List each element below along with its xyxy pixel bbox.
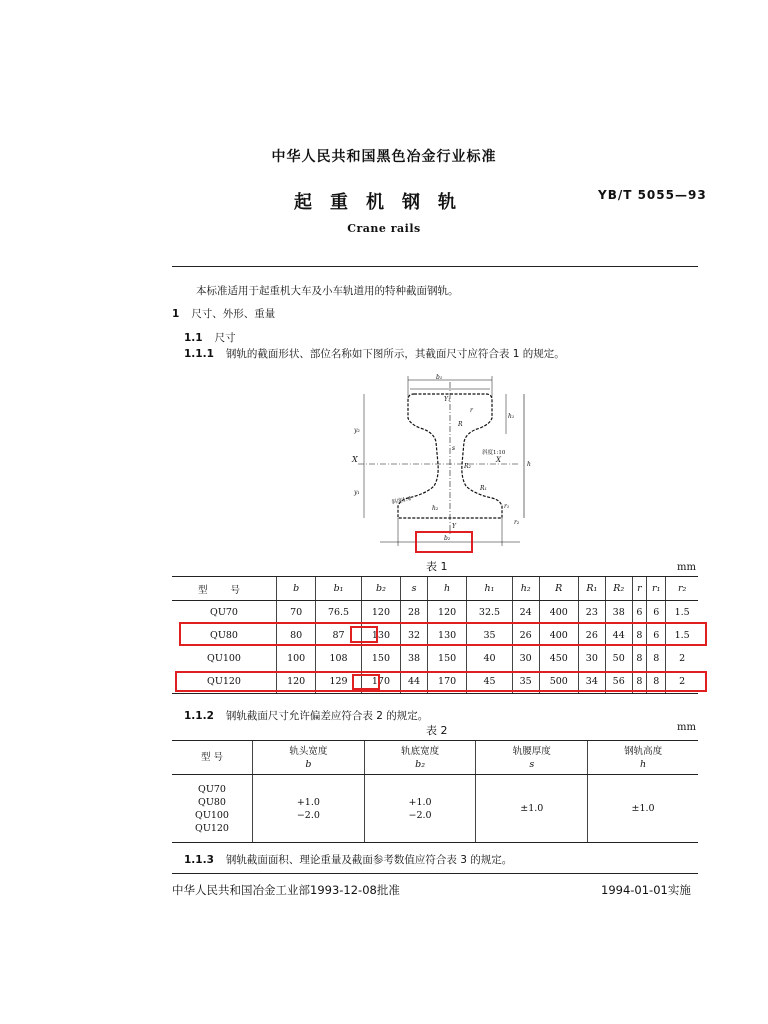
table1-cell: 40: [467, 647, 512, 670]
label-y-bottom: Y: [452, 523, 456, 530]
section-1-1-2: [184, 708, 428, 723]
table1-cell: 120: [277, 670, 316, 693]
header-divider: [172, 266, 698, 267]
table2-header-cell: [476, 741, 588, 775]
section-1-1-1: [184, 346, 565, 361]
table2-model: QU70: [198, 783, 226, 795]
label-h1: h₁: [508, 413, 515, 420]
table1-cell: 26: [578, 624, 605, 647]
table1-row: [172, 601, 698, 624]
label-y1-left: y₁: [354, 489, 360, 496]
table1-cell: 70: [277, 601, 316, 624]
table2-header-name: 钢轨高度: [624, 745, 663, 757]
label-b2: b₂: [444, 535, 451, 542]
table2: [172, 740, 698, 843]
table1-cell: 100: [277, 647, 316, 670]
table1-cell: 129: [316, 670, 361, 693]
table2-header-symbol: b: [305, 758, 312, 770]
issuing-organization: 中华人民共和国黑色冶金行业标准: [271, 149, 497, 165]
label-r1: r₁: [504, 503, 510, 510]
section-number: 1: [172, 308, 180, 320]
table2-cell-b: [253, 775, 365, 843]
table1-cell: 170: [427, 670, 466, 693]
table1-cell: 26: [512, 624, 539, 647]
tolerance-lower: −2.0: [408, 809, 432, 821]
table1-cell: 6: [632, 601, 646, 624]
label-r2: r₂: [514, 519, 520, 526]
table1-header-cell: h₂: [512, 577, 539, 601]
table1-header-cell: R₂: [605, 577, 632, 601]
table2-cell-h: ±1.0: [588, 775, 698, 843]
table1-header-cell: R₁: [578, 577, 605, 601]
table2-header-symbol: h: [640, 758, 647, 770]
implementation-date: 1994-01-01实施: [601, 883, 691, 897]
table1-caption: 表 1: [426, 560, 448, 573]
table1-cell: 8: [632, 670, 646, 693]
table1-cell: QU120: [172, 670, 277, 693]
table2-caption: 表 2: [426, 724, 448, 737]
table1-cell: 44: [401, 670, 428, 693]
table1-cell: 38: [401, 647, 428, 670]
table1-cell: 50: [605, 647, 632, 670]
table1-cell: 76.5: [316, 601, 361, 624]
table1-cell: 6: [647, 624, 666, 647]
table1-cell: 34: [578, 670, 605, 693]
table1-cell: 45: [467, 670, 512, 693]
table1-row: [172, 647, 698, 670]
table1-header-cell: R: [539, 577, 578, 601]
label-x-left: X: [352, 455, 358, 464]
table1-cell: 38: [605, 601, 632, 624]
table1-cell: 44: [605, 624, 632, 647]
intro-paragraph: 本标准适用于起重机大车及小车轨道用的特种截面钢轨。: [196, 285, 459, 297]
label-R: R: [458, 421, 463, 428]
section-number: 1.1.2: [184, 710, 214, 722]
rail-cross-section-diagram: [340, 368, 540, 554]
table2-row: [172, 775, 698, 843]
label-r: r: [470, 407, 473, 414]
table1-cell: 150: [427, 647, 466, 670]
table1-cell: QU100: [207, 652, 241, 664]
document-title: 起重机钢轨: [294, 192, 474, 213]
table1-cell: 130: [361, 624, 400, 647]
table1-cell: 32.5: [467, 601, 512, 624]
table1-cell: 1.5: [666, 601, 698, 624]
qu80-row-highlight: [179, 622, 707, 646]
table1-header-cell: b: [277, 577, 316, 601]
table1-cell: 120: [361, 601, 400, 624]
section-number: 1.1.3: [184, 854, 214, 866]
table1-cell: 150: [361, 647, 400, 670]
table1-cell: 108: [316, 647, 361, 670]
section-text: 钢轨的截面形状、部位名称如下图所示，其截面尺寸应符合表 1 的规定。: [225, 348, 565, 360]
table2-header-cell: [364, 741, 476, 775]
table1-cell: 87: [316, 624, 361, 647]
tolerance-upper: +1.0: [408, 796, 432, 808]
table1-cell: 1.5: [666, 624, 698, 647]
table1-header-cell: s: [401, 577, 428, 601]
table1-cell: 23: [578, 601, 605, 624]
table2-header-name: 轨腰厚度: [512, 745, 551, 757]
table2-model: QU100: [195, 809, 229, 821]
section-text: 尺寸: [214, 332, 236, 344]
table1-cell: 8: [647, 670, 666, 693]
table1-unit: mm: [677, 562, 696, 573]
label-y1-top: Y₁: [444, 396, 451, 403]
section-text: 钢轨截面尺寸允许偏差应符合表 2 的规定。: [225, 710, 429, 722]
table1-cell: 30: [512, 647, 539, 670]
label-h: h: [527, 461, 531, 468]
table1-cell: 450: [539, 647, 578, 670]
table1-cell: 35: [512, 670, 539, 693]
label-x-right: X: [496, 456, 501, 464]
table1-cell: QU80: [210, 629, 238, 641]
table2-header-name: 轨底宽度: [401, 745, 440, 757]
table2-header-name: 型 号: [200, 752, 224, 763]
label-R1: R₁: [480, 485, 487, 492]
table1-cell: 35: [467, 624, 512, 647]
table1-cell: 500: [539, 670, 578, 693]
document-subtitle: Crane rails: [347, 222, 421, 235]
table1-cell: 30: [578, 647, 605, 670]
table1-header-cell: r₂: [666, 577, 698, 601]
table1-cell: 56: [605, 670, 632, 693]
section-text: 钢轨截面面积、理论重量及截面参考数值应符合表 3 的规定。: [225, 854, 513, 866]
table1-cell: 32: [401, 624, 428, 647]
table2-header-symbol: b₂: [415, 758, 426, 770]
table1-cell: 2: [666, 670, 698, 693]
table1-header-cell: 型 号: [172, 577, 277, 601]
table1-cell: 28: [401, 601, 428, 624]
approval-statement: 中华人民共和国冶金工业部1993-12-08批准: [172, 883, 400, 897]
table1-cell: 80: [277, 624, 316, 647]
table1-cell: 8: [632, 647, 646, 670]
qu120-b2-highlight: [352, 674, 380, 690]
table1-cell: 130: [427, 624, 466, 647]
table1-cell: 400: [539, 624, 578, 647]
tolerance-lower: −2.0: [296, 809, 320, 821]
tolerance-upper: +1.0: [296, 796, 320, 808]
table1-cell: QU70: [210, 606, 238, 618]
table2-models-cell: [172, 775, 253, 843]
table1-cell: 400: [539, 601, 578, 624]
table1-header-cell: r₁: [647, 577, 666, 601]
section-1-1-3: [184, 852, 512, 867]
footer-divider: [172, 873, 698, 874]
table2-header-row: [172, 741, 698, 775]
section-1-1: [184, 330, 236, 345]
table2-header-cell: [172, 741, 253, 775]
table1-header-cell: b₁: [316, 577, 361, 601]
qu80-b2-highlight: [350, 626, 378, 643]
section-text: 尺寸、外形、重量: [191, 308, 276, 320]
section-1: [172, 306, 275, 321]
label-h2: h₂: [432, 505, 439, 512]
table2-header-cell: [253, 741, 365, 775]
table1-cell: 24: [512, 601, 539, 624]
label-b1: b₁: [436, 374, 443, 381]
label-y2: y₂: [354, 427, 360, 434]
table1-cell: 170: [361, 670, 400, 693]
label-slope-top: 斜度1:10: [482, 450, 506, 456]
table1-cell: 8: [632, 624, 646, 647]
section-number: 1.1.1: [184, 348, 214, 360]
table1-header-cell: b₂: [361, 577, 400, 601]
table1-cell: 2: [666, 647, 698, 670]
table2-header-symbol: s: [529, 758, 535, 770]
label-slope-bottom: 斜度1:4: [391, 495, 412, 506]
table1-header-row: [172, 577, 698, 601]
table2-cell-s: ±1.0: [476, 775, 588, 843]
table2-unit: mm: [677, 722, 696, 733]
table1-cell: 6: [647, 601, 666, 624]
table2-header-name: 轨头宽度: [289, 745, 328, 757]
table1-header-cell: h: [427, 577, 466, 601]
qu120-row-highlight: [175, 671, 707, 692]
label-R2: R₂: [464, 463, 471, 470]
b2-highlight-box: [415, 531, 473, 553]
table2-cell-b2: [364, 775, 476, 843]
table2-model: QU80: [198, 796, 226, 808]
standard-code: YB/T 5055—93: [598, 188, 707, 202]
label-s: s: [452, 445, 456, 452]
table2-header-cell: [588, 741, 698, 775]
table1-header-cell: r: [632, 577, 646, 601]
section-number: 1.1: [184, 332, 203, 344]
table1-header-cell: h₁: [467, 577, 512, 601]
table2-model: QU120: [195, 822, 229, 834]
table1-cell: 120: [427, 601, 466, 624]
table1-cell: 8: [647, 647, 666, 670]
